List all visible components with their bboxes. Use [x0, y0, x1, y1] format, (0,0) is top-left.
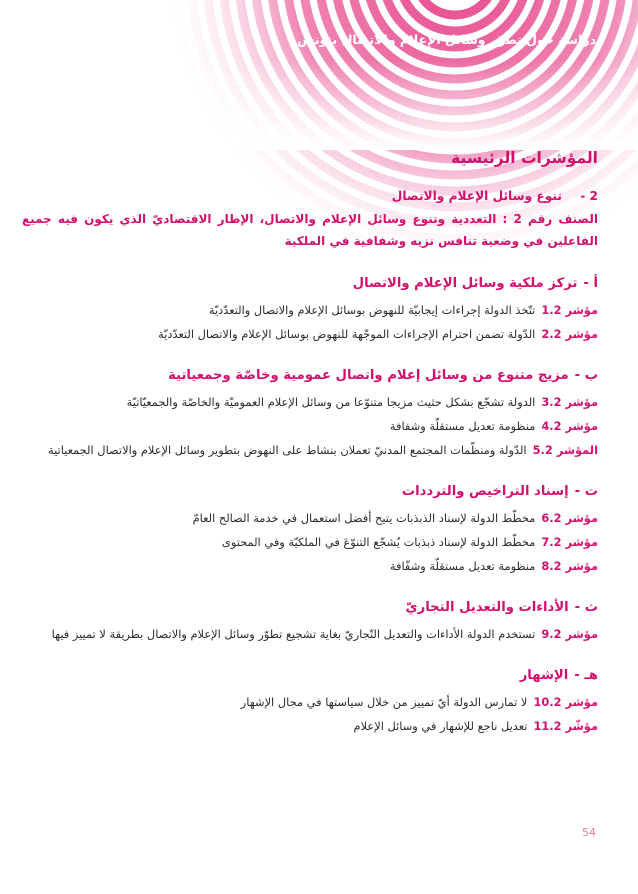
section-title: تركز ملكية وسائل الإعلام والاتصال — [352, 276, 578, 291]
indicator-label: المؤشر 5.2 — [532, 443, 598, 457]
section-heading — [22, 482, 598, 502]
indicator-text: الدّولة تضمن احترام الإجراءات الموجّهة للنهوض بوسائل الإعلام والاتصال التعدّديّة — [158, 327, 536, 341]
main-title: المؤشرات الرئيسية — [451, 149, 598, 167]
indicator-label: مؤشر 7.2 — [541, 535, 598, 549]
section-letter: هـ - — [574, 668, 598, 683]
indicator-item — [22, 624, 598, 644]
indicator-label: مؤشر 6.2 — [541, 511, 598, 525]
indicator-text: الدولة تشجّع بشكل حثيث مزيجا متنوّعا من وسائل الإعلام العموميّة والخاصّة والجمعيّاتيّة — [126, 395, 536, 409]
section-letter: أ - — [583, 276, 598, 291]
section-heading — [22, 598, 598, 618]
indicator-text: مخطّط الدولة لإسناد ذبذبات يُشجّع التنوّعَ في الملكيّة وفي المحتوى — [221, 535, 536, 549]
indicator-item — [22, 440, 598, 460]
indicator-label: مؤشر 4.2 — [541, 419, 598, 433]
indicator-item — [22, 692, 598, 712]
section-title: الأداءات والتعديل التجاريّ — [405, 600, 569, 615]
indicator-item — [22, 392, 598, 412]
intro-body: الصنف رقم 2 : التعددية وتنوع وسائل الإعلام والاتصال، الإطار الاقتصاديّ الذي يكون فيه جميع الفاعلين في وضعية تنافس نزيه وشفافية في الملكية — [22, 212, 598, 248]
intro-heading-text: تنوع وسائل الإعلام والاتصال — [391, 189, 562, 203]
section-title: إسناد التراخيص والترددات — [401, 484, 569, 499]
section-letter: ب - — [574, 368, 598, 383]
indicator-text: لا تمارس الدولة أيّ تمييز من خلال سياستها في مجال الإشهار — [240, 695, 528, 709]
section-heading — [22, 274, 598, 294]
intro-heading — [22, 188, 598, 204]
indicator-item — [22, 324, 598, 344]
section-letter: ت - — [574, 484, 598, 499]
indicator-label: مؤشر 3.2 — [541, 395, 598, 409]
indicator-text: تتّخذ الدولة إجراءات إيجابيّة للنهوض بوسائل الإعلام والاتصال والتعدّديّة — [208, 303, 536, 317]
indicator-text: منظومة تعديل مستقلّة وشفافة — [389, 419, 536, 433]
section-heading — [22, 366, 598, 386]
section-title: مزيج متنوع من وسائل إعلام واتصال عمومية وخاصّة وجمعياتية — [168, 368, 569, 383]
indicator-text: منظومة تعديل مستقلّة وشفّافة — [389, 559, 536, 573]
indicator-text: تعديل ناجع للإشهار في وسائل الإعلام — [353, 719, 528, 733]
indicator-label: مؤشر 9.2 — [541, 627, 598, 641]
section-title: الإشهار — [519, 668, 569, 683]
indicator-text: مخطّط الدولة لإسناد الذبذبات يتيح أفضل استعمال في خدمة الصالح العامّ — [192, 511, 536, 525]
indicator-label: مؤشر 2.2 — [541, 327, 598, 341]
indicator-text: تستخدم الدولة الأداءات والتعديل التّجاريّ بغاية تشجيع تطوّر وسائل الإعلام والاتصال بطريقة لا تمييز فيها — [51, 627, 536, 641]
indicator-item — [22, 716, 598, 736]
indicator-label: مؤشّر 11.2 — [533, 719, 598, 733]
indicator-item — [22, 300, 598, 320]
indicator-item — [22, 416, 598, 436]
page-number: 54 — [582, 826, 596, 839]
indicator-item — [22, 556, 598, 576]
page-content — [22, 148, 598, 740]
indicator-text: الدّولة ومنظّمات المجتمع المدنيّ تعملان بنشاط على النهوض بتطوير وسائل الإعلام والاتصال الجمعياتية — [47, 443, 527, 457]
indicator-sections — [22, 274, 598, 736]
indicator-item — [22, 532, 598, 552]
indicator-label: مؤشر 1.2 — [541, 303, 598, 317]
section-heading — [22, 666, 598, 686]
running-header: دراسة حول تطوّر وسائل الإعلام والاتصال بتونس — [297, 32, 596, 47]
section-letter: ث - — [574, 600, 598, 615]
intro-number: 2 - — [580, 189, 598, 203]
indicator-label: مؤشر 8.2 — [541, 559, 598, 573]
indicator-item — [22, 508, 598, 528]
indicator-label: مؤشر 10.2 — [533, 695, 598, 709]
